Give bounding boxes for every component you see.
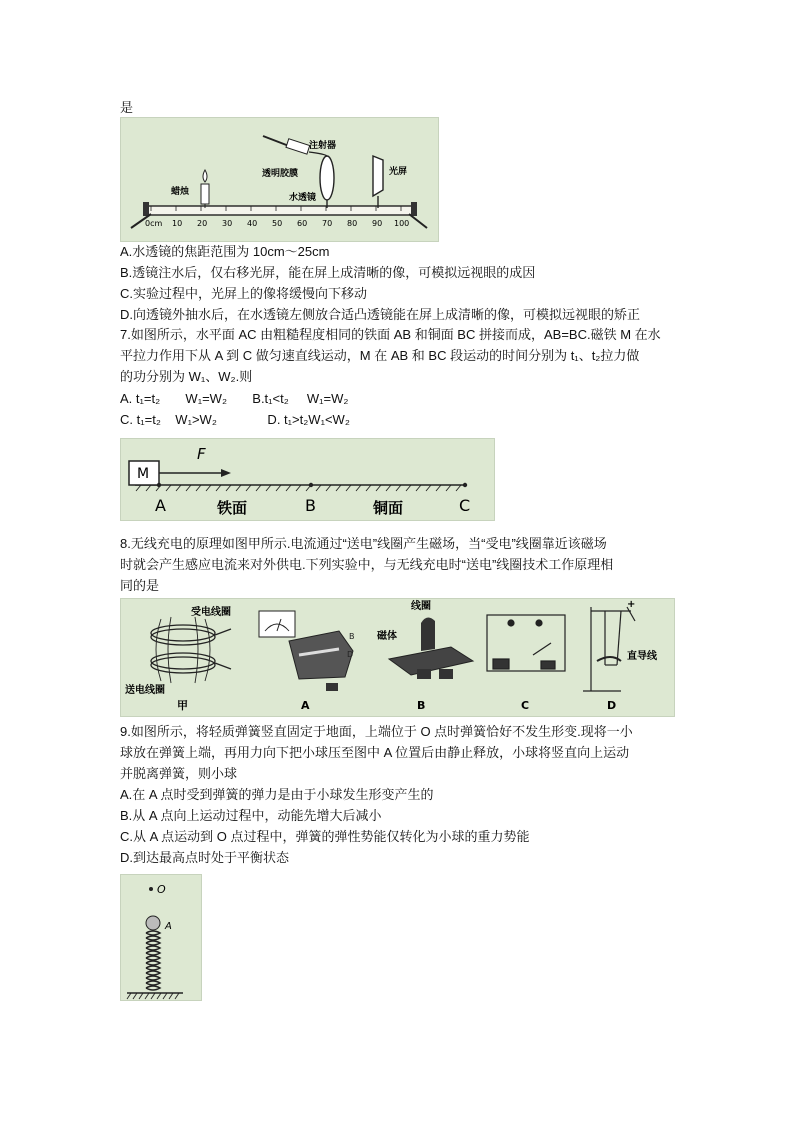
spring-icon [146, 931, 160, 990]
tick-label: 20 [197, 219, 208, 228]
q8-stem-line-2: 时就会产生感应电流来对外供电.下列实验中，与无线充电时“送电”线圈技术工作原理相 [120, 557, 614, 572]
tick-label: 80 [347, 219, 358, 228]
q7-surface-figure [120, 438, 495, 521]
q9-option-c: C.从 A 点运动到 O 点过程中，弹簧的弹性势能仅转化为小球的重力势能 [120, 829, 530, 844]
receive-coil-label: 受电线圈 [191, 607, 231, 618]
q7-stem-line-3: 的功分别为 W₁、W₂.则 [120, 369, 253, 384]
q6-option-b: B.透镜注水后，仅右移光屏，能在屏上成清晰的像，可模拟远视眼的成因 [120, 265, 536, 280]
iron-surface-label: 铁面 [217, 499, 248, 517]
magnet-label: 磁体 [377, 631, 397, 642]
lens-label: 水透镜 [289, 193, 317, 203]
tick-label: 40 [247, 219, 258, 228]
figure-b-label: B [417, 699, 426, 712]
q8-stem-line-1: 8.无线充电的原理如图甲所示.电流通过“送电”线圈产生磁场，当“受电”线圈靠近该磁场 [120, 536, 607, 551]
straight-wire-label: 直导线 [627, 651, 657, 662]
q9-stem-line-2: 球放在弹簧上端，再用力向下把小球压至图中 A 位置后由静止释放，小球将竖直向上运动 [120, 745, 630, 760]
tick-label: 10 [172, 219, 183, 228]
plus-label: + [627, 599, 636, 610]
q7-stem-line-1: 7.如图所示，水平面 AC 由粗糙程度相同的铁面 AB 和铜面 BC 拼接而成，AB=BC.磁铁 M 在水 [120, 327, 661, 342]
copper-surface-label: 铜面 [373, 499, 404, 517]
q6-option-a: A.水透镜的焦距范围为 10cm～25cm [120, 244, 330, 259]
water-lens-icon [320, 156, 334, 208]
q6-optical-bench-figure [120, 117, 439, 242]
q9-option-b: B.从 A 点向上运动过程中，动能先增大后减小 [120, 808, 382, 823]
induction-svg [121, 599, 674, 716]
force-arrowhead-icon [221, 469, 231, 477]
figure-a-label: A [301, 699, 310, 712]
point-c-label: C [459, 496, 471, 515]
q8-stem-line-3: 同的是 [120, 578, 160, 593]
surface-svg [121, 439, 494, 520]
coil-label: 线圈 [411, 601, 431, 612]
ball-icon [146, 916, 160, 930]
q6-option-d: D.向透镜外抽水后，在水透镜左侧放合适凸透镜能在屏上成清晰的像，可模拟远视眼的矫正 [120, 307, 641, 322]
screen-label: 光屏 [389, 167, 408, 177]
tick-label: 50 [272, 219, 283, 228]
q9-option-a: A.在 A 点时受到弹簧的弹力是由于小球发生形变产生的 [120, 787, 434, 802]
magnet-coil-apparatus-icon [389, 617, 473, 679]
ruler-start-label: 0cm [145, 219, 163, 228]
straight-wire-stand-icon [583, 607, 635, 691]
tick-label: 100 [394, 219, 410, 228]
spring-svg [121, 875, 201, 1000]
figure-c-label: C [521, 699, 530, 712]
point-a-label: A [155, 496, 166, 515]
q7-stem-line-2: 平拉力作用下从 A 到 C 做匀速直线运动，M 在 AB 和 BC 段运动的时间分别为 t₁、t₂拉力做 [120, 348, 640, 363]
q9-stem-line-1: 9.如图所示，将轻质弹簧竖直固定于地面，上端位于 O 点时弹簧恰好不发生形变.现将一小 [120, 724, 633, 739]
q6-option-c: C.实验过程中，光屏上的像将缓慢向下移动 [120, 286, 368, 301]
send-coil-label: 送电线圈 [125, 685, 165, 696]
q8-induction-figure [120, 598, 675, 717]
figure-jia-label: 甲 [177, 699, 188, 712]
q6-stem-tail: 是 [120, 100, 134, 115]
q7-options-row-1: A. t₁=t₂ W₁=W₂ B.t₁<t₂ W₁=W₂ [120, 391, 349, 406]
svg-text:D: D [347, 650, 354, 659]
q9-option-d: D.到达最高点时处于平衡状态 [120, 850, 290, 865]
optical-bench-svg [121, 118, 438, 241]
membrane-label: 透明胶膜 [262, 169, 299, 179]
syringe-label: 注射器 [309, 141, 337, 151]
figure-d-label: D [607, 699, 617, 712]
point-b-label: B [305, 496, 316, 515]
tick-label: 90 [372, 219, 383, 228]
tick-label: 30 [222, 219, 233, 228]
svg-text:B: B [349, 632, 355, 641]
light-screen-icon [373, 156, 383, 208]
tick-label: 60 [297, 219, 308, 228]
q9-spring-figure [120, 874, 202, 1001]
circuit-board-icon [487, 615, 565, 671]
q9-stem-line-3: 并脱离弹簧，则小球 [120, 766, 238, 781]
point-o-label: O [157, 883, 166, 896]
force-label: F [197, 445, 206, 463]
candle-icon [201, 170, 209, 208]
coil-pair-icon [151, 617, 231, 683]
q7-options-row-2: C. t₁=t₂ W₁>W₂ D. t₁>t₂W₁<W₂ [120, 412, 350, 427]
point-a-label: A [165, 921, 172, 932]
galvanometer-magnet-icon [259, 611, 353, 691]
candle-label: 蜡烛 [171, 187, 190, 197]
tick-label: 70 [322, 219, 333, 228]
block-label: M [137, 466, 150, 482]
